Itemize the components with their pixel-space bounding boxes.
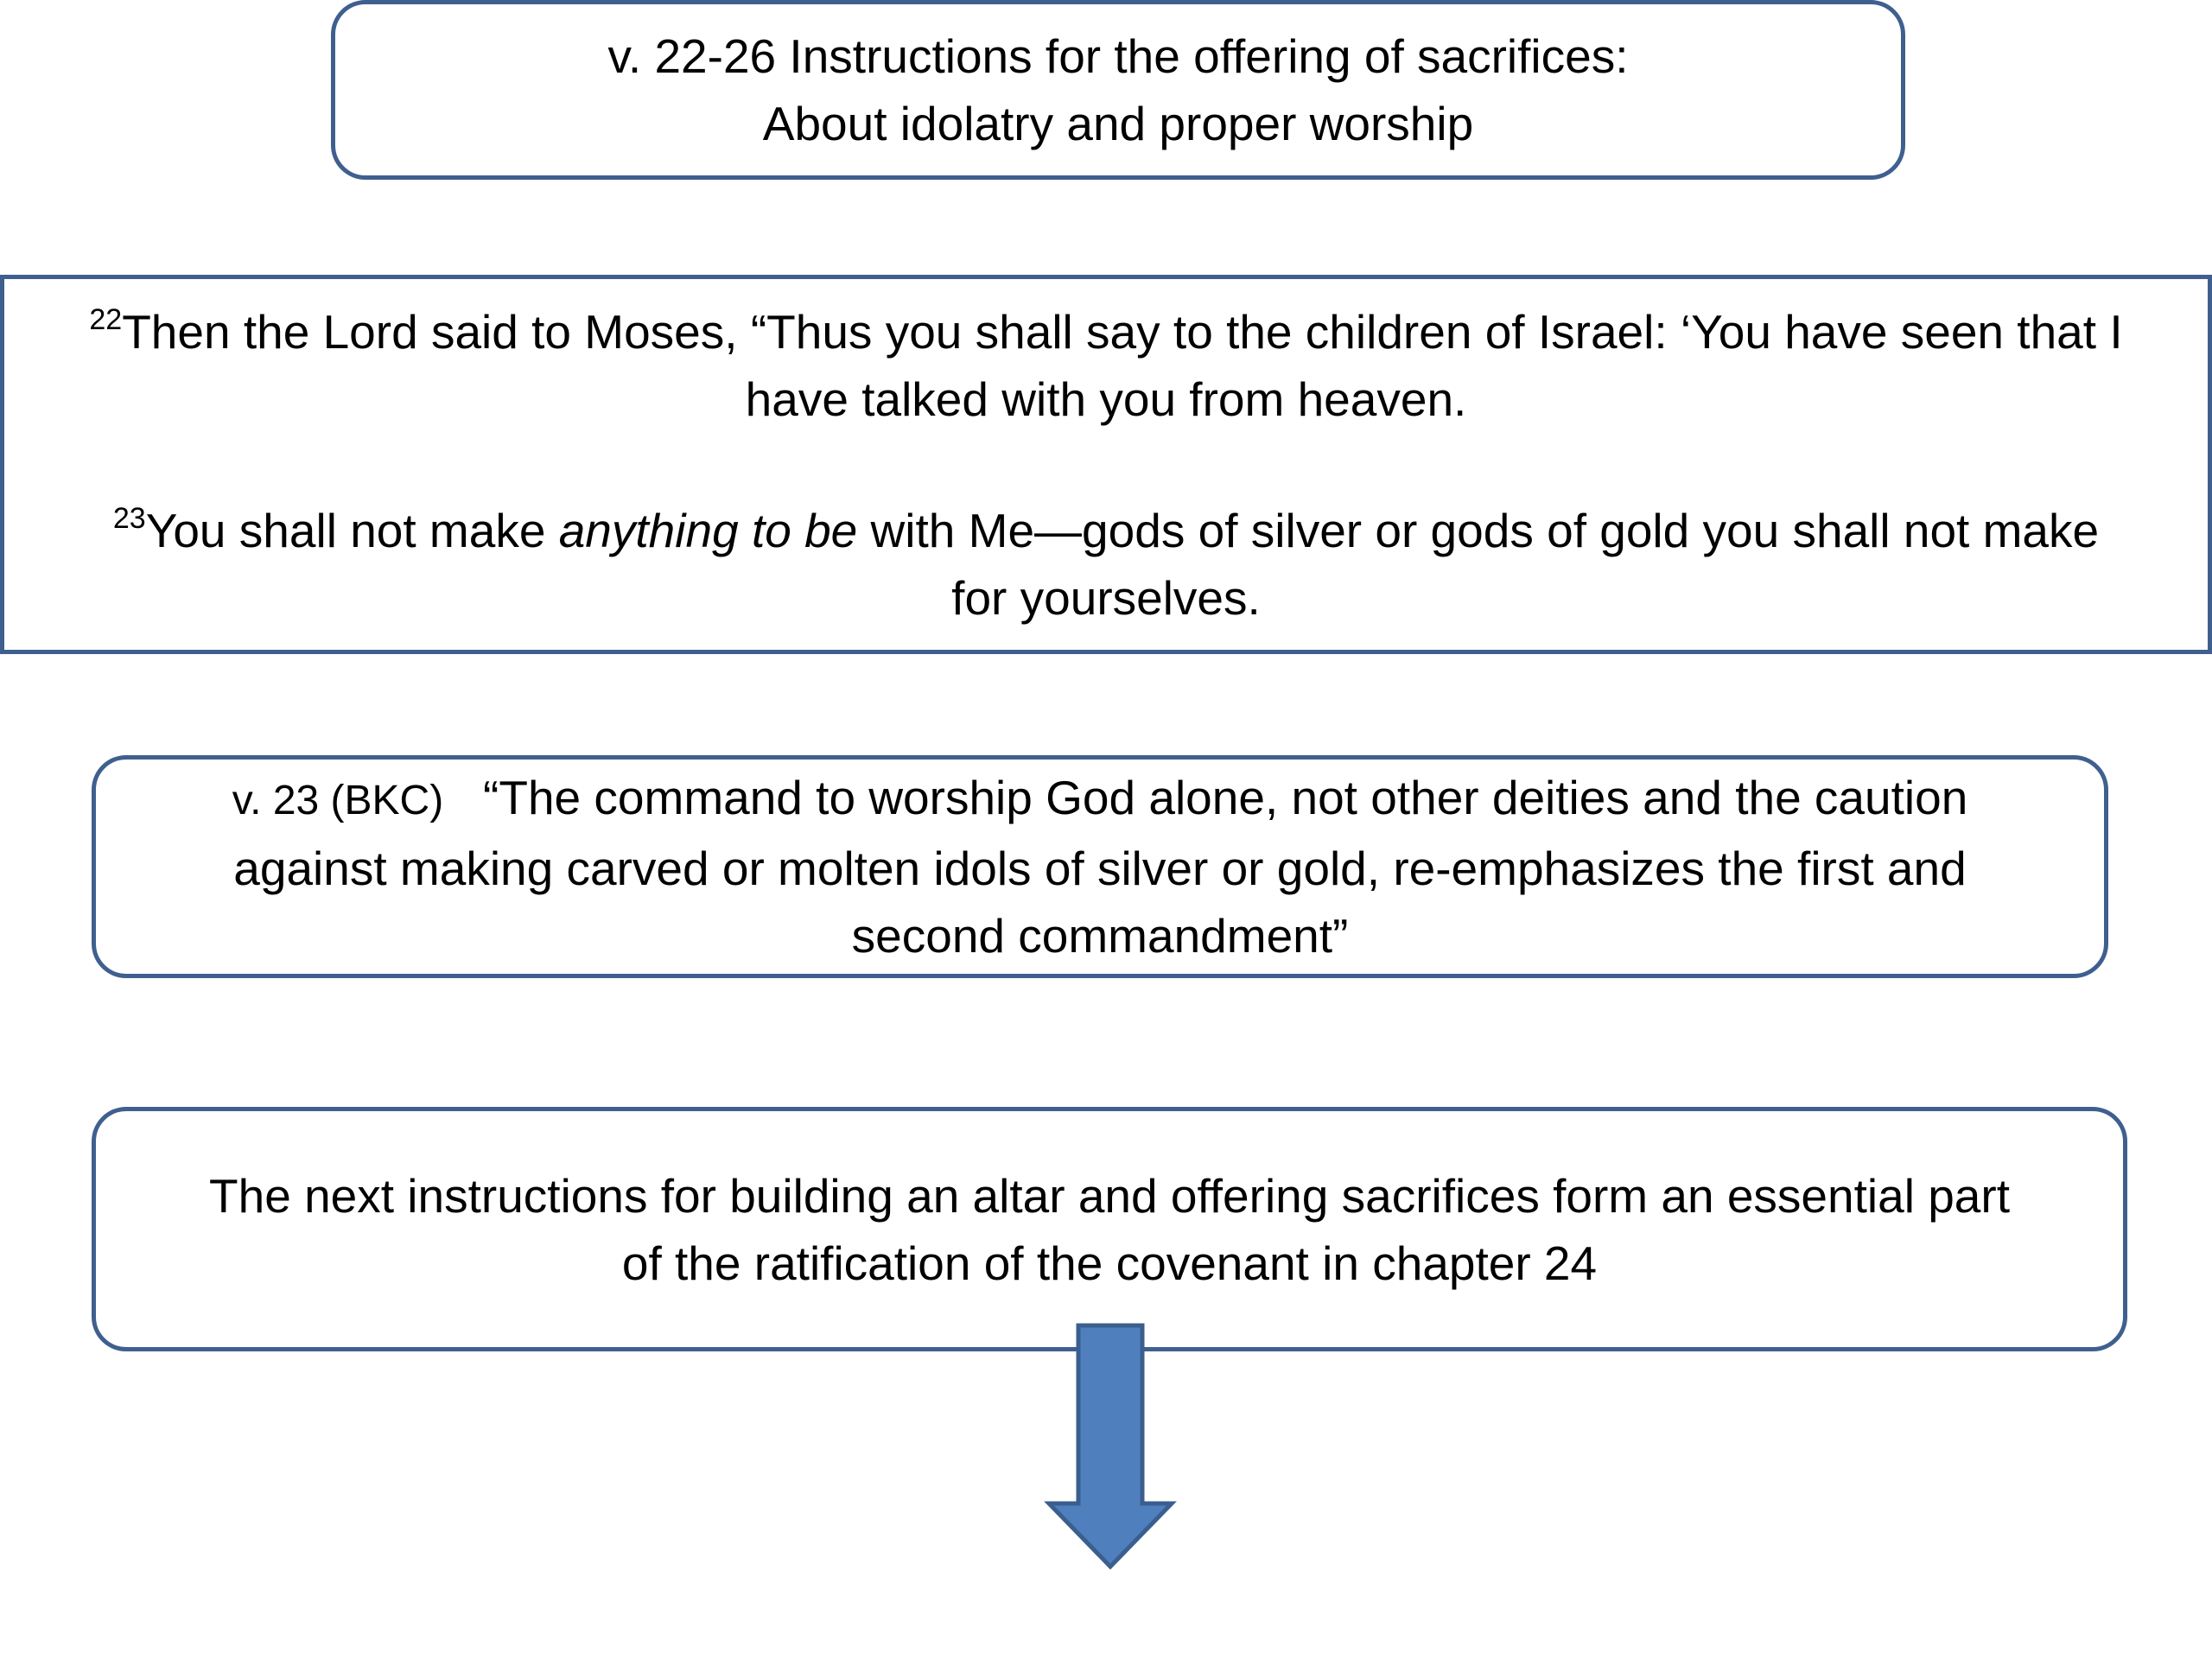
header-line-1: v. 22-26 Instructions for the offering of sacrifices: [607,29,1629,83]
header-subtitle: About idolatry and proper worship [762,97,1474,150]
verse-23-line-1 [113,497,2099,564]
commentary-box [92,755,2108,978]
commentary-line-3: second commandment” [851,909,1349,963]
commentary-ref: v. 23 (BKC) [232,778,444,823]
commentary-line-1 [232,764,1968,835]
verse-23-pre: You shall not make [145,503,559,557]
verse-23-line-2: for yourselves. [951,570,1261,625]
verse-22-text: Then the Lord said to Moses, “Thus you shall say to the children of Israel: ‘You have seen that I [122,304,2123,359]
verse-23-italic: anything to be [558,503,858,557]
next-line-1: The next instructions for building an altar and offering sacrifices form an essential part [209,1168,2010,1223]
commentary-text-1: “The command to worship God alone, not other deities and the caution [483,771,1968,824]
verse-22-line-1 [89,298,2122,365]
scripture-box [0,275,2212,654]
next-line-2: of the ratification of the covenant in chapter 24 [621,1236,1598,1290]
next-instructions-box [92,1107,2127,1351]
down-arrow-shape [1049,1325,1172,1567]
verse-23-post: with Me—gods of silver or gods of gold you shall not make [857,503,2100,557]
commentary-line-2: against making carved or molten idols of silver or gold, re-emphasizes the first and [233,842,1967,895]
verse-22-number: 22 [89,302,123,336]
verse-22-line-2: have talked with you from heaven. [745,372,1467,426]
header-line-2 [763,90,1473,157]
header-box [331,0,1905,180]
verse-23-number: 23 [112,501,146,535]
down-arrow-icon [1037,1322,1184,1573]
